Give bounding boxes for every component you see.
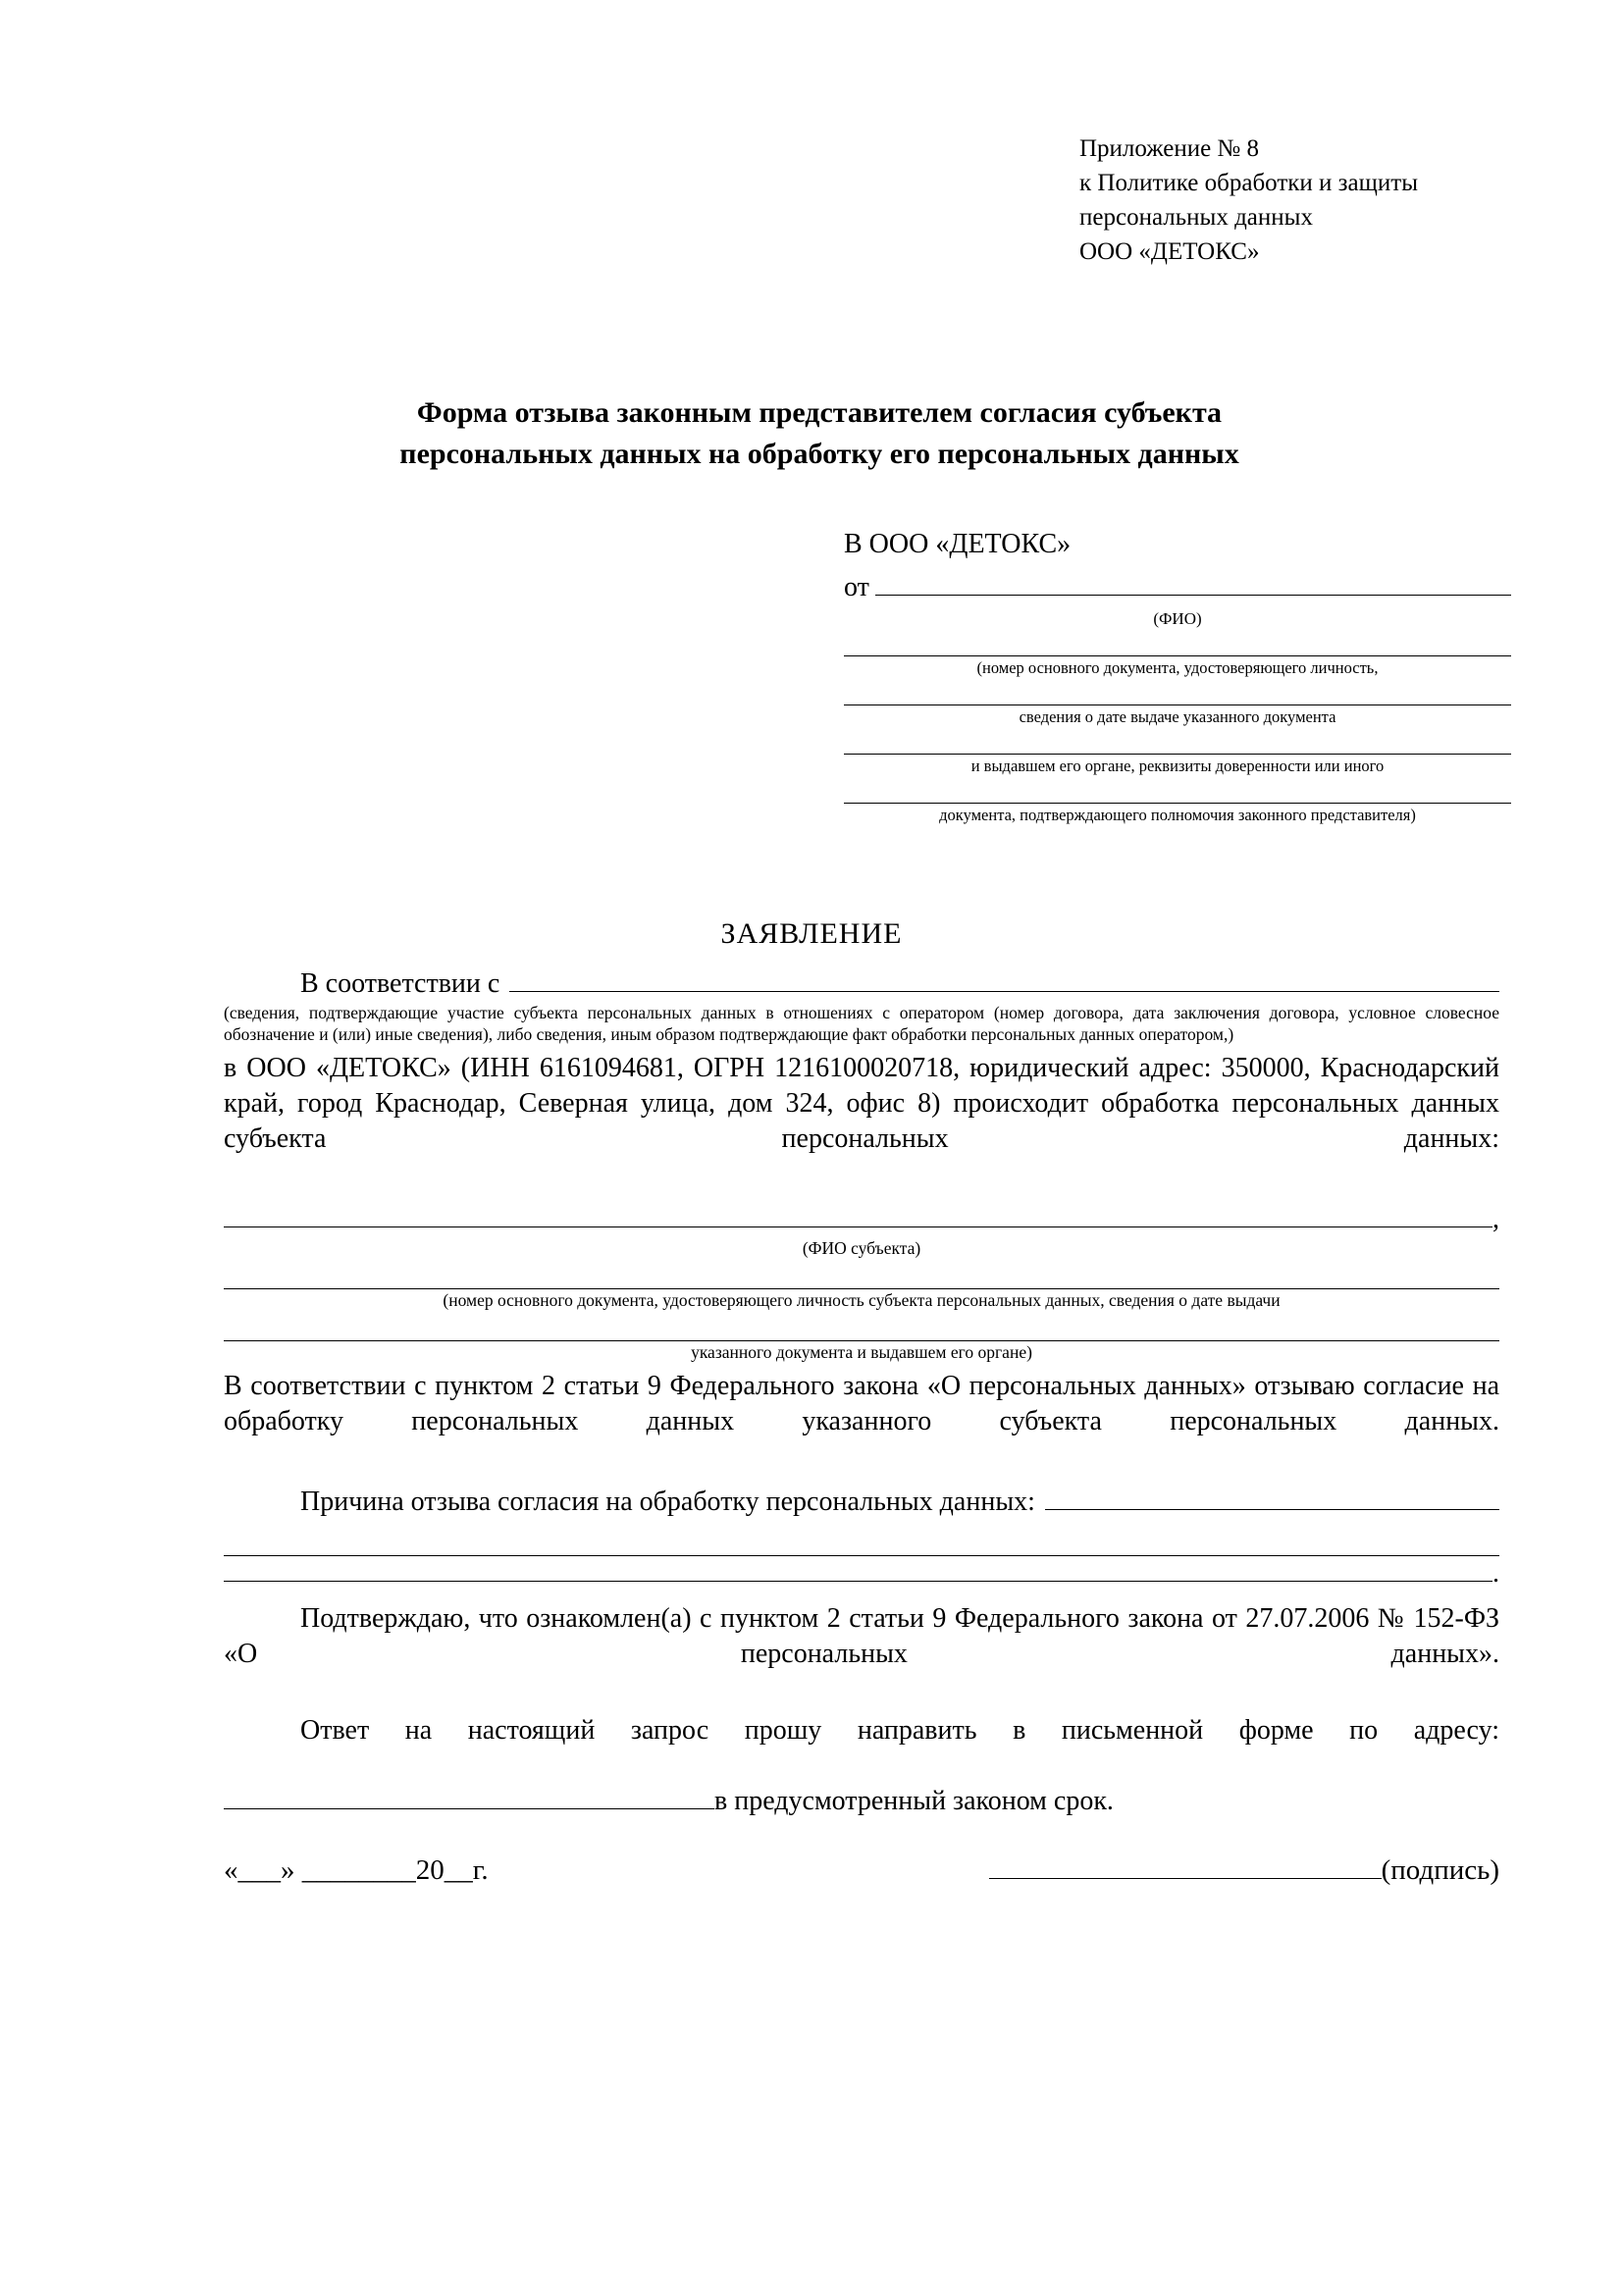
subject-doc-input-line-2[interactable]	[224, 1311, 1499, 1341]
date-field[interactable]: «___» ________20__г.	[224, 1854, 489, 1886]
subject-fio-row	[224, 1202, 1499, 1237]
page-title	[304, 392, 1335, 475]
confirm-paragraph	[224, 1601, 1499, 1707]
answer-text: Ответ на настоящий запрос прошу направить в письменной форме по адресу:	[300, 1715, 1499, 1746]
reason-period: .	[1492, 1558, 1499, 1589]
signature-caption: (подпись)	[1381, 1854, 1499, 1886]
subject-fio-input-line[interactable]	[224, 1205, 1492, 1227]
signature-row	[224, 1854, 1499, 1887]
title-line-1: Форма отзыва законным представителем согласия субъекта	[416, 396, 1223, 429]
caption-fio: (ФИО)	[1153, 609, 1202, 628]
caption-subject-fio: (ФИО субъекта)	[802, 1238, 921, 1258]
in-accordance-row	[224, 966, 1499, 1002]
subject-fio-comma: ,	[1492, 1204, 1499, 1234]
caption-doc-date: сведения о дате выдаче указанного документа	[1019, 707, 1336, 726]
title-line-2: персональных данных на обработку его персональных данных	[399, 438, 1239, 470]
withdraw-paragraph: В соответствии с пунктом 2 статьи 9 Федерального закона «О персональных данных» отзываю согласие на обработку персональных данных указанного субъекта персональных данных.	[224, 1371, 1499, 1436]
caption-subject-doc: (номер основного документа, удостоверяющего личность субъекта персональных данных, сведения о дате выдачи	[443, 1290, 1281, 1310]
reason-label: Причина отзыва согласия на обработку персональных данных:	[300, 1487, 1035, 1517]
appendix-line-2: к Политике обработки и защиты	[1079, 170, 1419, 196]
from-field-row	[844, 568, 1511, 607]
caption-doc-organ: и выдавшем его органе, реквизиты доверенности или иного	[970, 757, 1385, 775]
appendix-header	[1079, 131, 1590, 269]
reason-row-3	[224, 1556, 1499, 1592]
answer-address-row	[224, 1784, 1499, 1819]
doc-date-input-line[interactable]	[844, 679, 1511, 705]
appendix-line-3: персональных данных	[1079, 204, 1313, 231]
note-participation: (сведения, подтверждающие участие субъекта персональных данных в отношениях с оператором (номер договора, дата заключения договора, условное словесное обозначение и (или) иные сведения), либо сведения, иным образом подтверждающие факт обработки персональных данных оператором,)	[224, 1003, 1499, 1044]
subject-doc-input-line-1[interactable]	[224, 1259, 1499, 1289]
confirm-text: Подтверждаю, что ознакомлен(а) с пунктом 2 статьи 9 Федерального закона от 27.07.2006 № 152-ФЗ «О персональных данных».	[224, 1603, 1499, 1669]
signature-input-line[interactable]	[989, 1854, 1382, 1879]
caption-doc-number: (номер основного документа, удостоверяющего личность,	[976, 658, 1379, 677]
caption-subject-doc-2: указанного документа и выдавшем его органе)	[691, 1342, 1032, 1362]
addressee-organization: В ООО «ДЕТОКС»	[844, 529, 1072, 559]
from-label: от	[844, 572, 869, 602]
in-accordance-label: В соответствии с	[300, 968, 500, 999]
answer-paragraph	[224, 1713, 1499, 1784]
organization-paragraph: в ООО «ДЕТОКС» (ИНН 6161094681, ОГРН 1216100020718, юридический адрес: 350000, Краснодарский край, город Краснодар, Северная улица, дом 324, офис 8) происходит обработка персональных данных субъекта персональных данных:	[224, 1053, 1499, 1154]
reason-input-line-2[interactable]	[224, 1526, 1499, 1556]
doc-authority-input-line[interactable]	[844, 777, 1511, 804]
doc-number-input-line[interactable]	[844, 630, 1511, 656]
appendix-line-4: ООО «ДЕТОКС»	[1079, 238, 1260, 265]
reason-input-line-1[interactable]	[1045, 1487, 1499, 1510]
document-body	[224, 966, 1499, 1819]
in-accordance-input-line[interactable]	[509, 969, 1499, 992]
answer-address-input-line[interactable]	[224, 1787, 714, 1809]
reason-input-line-3[interactable]	[224, 1559, 1492, 1582]
from-input-line[interactable]	[875, 573, 1511, 596]
reason-row	[224, 1485, 1499, 1520]
statement-heading: ЗАЯВЛЕНИЕ	[720, 917, 903, 950]
signature-field	[989, 1854, 1499, 1887]
addressee-block	[844, 525, 1511, 826]
appendix-line-1: Приложение № 8	[1079, 135, 1260, 162]
doc-organ-input-line[interactable]	[844, 728, 1511, 755]
caption-doc-authority: документа, подтверждающего полномочия законного представителя)	[939, 806, 1416, 824]
answer-tail: в предусмотренный законом срок.	[714, 1786, 1114, 1816]
